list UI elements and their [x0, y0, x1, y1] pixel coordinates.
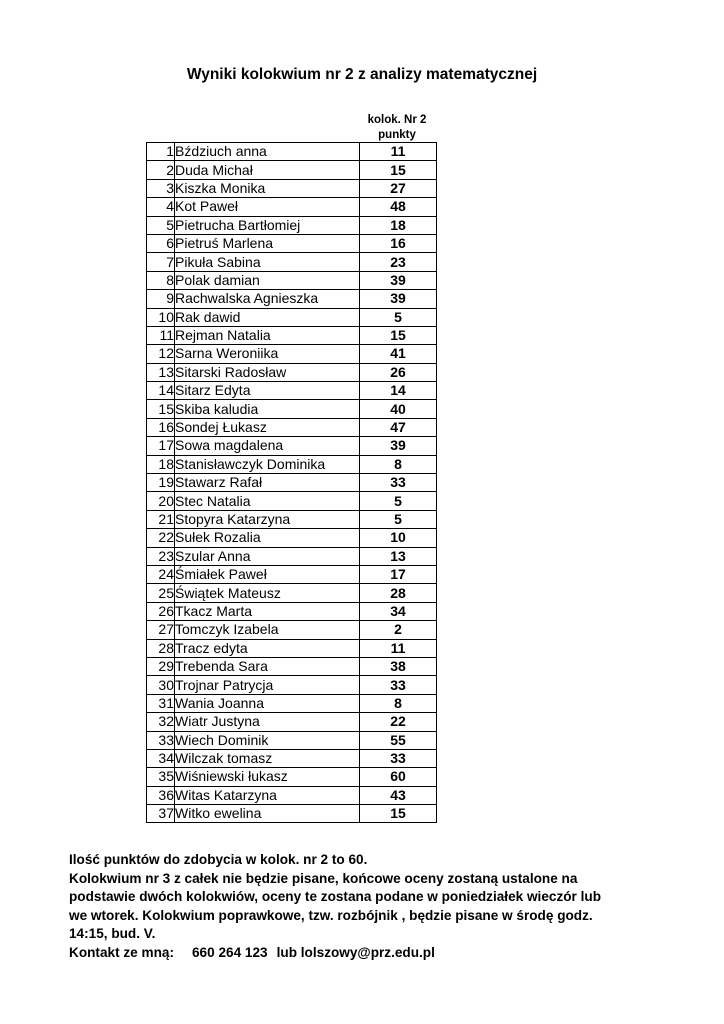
points-value: 38	[360, 657, 437, 675]
notes-line: podstawie dwóch kolokwiów, oceny te zostana podane w poniedziałek wieczór lub	[69, 889, 602, 904]
points-value: 47	[360, 418, 437, 436]
row-number: 18	[147, 455, 175, 473]
row-number: 8	[147, 271, 175, 289]
row-number: 15	[147, 400, 175, 418]
points-value: 33	[360, 474, 437, 492]
student-name: Wiatr Justyna	[175, 713, 360, 731]
table-row	[147, 657, 437, 675]
student-name: Sarna Weroniika	[175, 345, 360, 363]
student-name: Witas Katarzyna	[175, 786, 360, 804]
table-row	[147, 713, 437, 731]
student-name: Wiśniewski łukasz	[175, 768, 360, 786]
points-value: 16	[360, 234, 437, 252]
points-value: 55	[360, 731, 437, 749]
contact-line	[69, 944, 669, 963]
contact-email[interactable]: lolszowy@prz.edu.pl	[300, 944, 435, 960]
table-row	[147, 179, 437, 197]
row-number: 34	[147, 749, 175, 767]
student-name: Śmiałek Paweł	[175, 565, 360, 583]
row-number: 9	[147, 290, 175, 308]
table-row	[147, 437, 437, 455]
notes-line: we wtorek. Kolokwium poprawkowe, tzw. rozbójnik , będzie pisane w środę godz.	[69, 907, 593, 923]
row-number: 32	[147, 713, 175, 731]
student-name: Rejman Natalia	[175, 326, 360, 344]
table-row	[147, 565, 437, 583]
notes-line: Kolokwium nr 3 z całek nie będzie pisane, końcowe oceny zostaną ustalone na	[69, 870, 578, 886]
table-row	[147, 326, 437, 344]
table-row	[147, 253, 437, 271]
points-value: 39	[360, 437, 437, 455]
student-name: Wiech Dominik	[175, 731, 360, 749]
row-number: 17	[147, 437, 175, 455]
student-name: Duda Michał	[175, 161, 360, 179]
contact-or: lub	[276, 944, 297, 960]
table-row	[147, 639, 437, 657]
points-value: 23	[360, 253, 437, 271]
table-row	[147, 584, 437, 602]
points-value: 43	[360, 786, 437, 804]
table-row	[147, 234, 437, 252]
row-number: 2	[147, 161, 175, 179]
row-number: 4	[147, 198, 175, 216]
row-number: 16	[147, 418, 175, 436]
row-number: 5	[147, 216, 175, 234]
points-value: 15	[360, 161, 437, 179]
points-value: 5	[360, 308, 437, 326]
row-number: 36	[147, 786, 175, 804]
table-row	[147, 216, 437, 234]
table-row	[147, 676, 437, 694]
table-row	[147, 198, 437, 216]
table-row	[147, 602, 437, 620]
row-number: 31	[147, 694, 175, 712]
table-row	[147, 731, 437, 749]
row-number: 6	[147, 234, 175, 252]
student-name: Sułek Rozalia	[175, 529, 360, 547]
table-row	[147, 529, 437, 547]
student-name: Kot Paweł	[175, 198, 360, 216]
points-value: 2	[360, 621, 437, 639]
row-number: 28	[147, 639, 175, 657]
student-name: Trebenda Sara	[175, 657, 360, 675]
page-title: Wyniki kolokwium nr 2 z analizy matematycznej	[186, 66, 538, 83]
table-row	[147, 382, 437, 400]
row-number: 3	[147, 179, 175, 197]
points-value: 41	[360, 345, 437, 363]
table-row	[147, 805, 437, 823]
table-row	[147, 474, 437, 492]
student-name: Wilczak tomasz	[175, 749, 360, 767]
points-value: 26	[360, 363, 437, 381]
notes-line: 14:15, bud. V.	[69, 926, 156, 941]
student-name: Sitarski Radosław	[175, 363, 360, 381]
points-value: 10	[360, 529, 437, 547]
student-name: Pietrucha Bartłomiej	[175, 216, 360, 234]
row-number: 33	[147, 731, 175, 749]
table-row	[147, 143, 437, 161]
points-value: 48	[360, 198, 437, 216]
student-name: Bździuch anna	[175, 143, 360, 161]
table-row	[147, 492, 437, 510]
student-name: Wania Joanna	[175, 694, 360, 712]
points-value: 18	[360, 216, 437, 234]
table-row	[147, 768, 437, 786]
student-name: Szular Anna	[175, 547, 360, 565]
row-number: 11	[147, 326, 175, 344]
points-column-header-line1: kolok. Nr 2	[367, 114, 427, 126]
points-value: 15	[360, 805, 437, 823]
row-number: 29	[147, 657, 175, 675]
student-name: Sondej Łukasz	[175, 418, 360, 436]
student-name: Kiszka Monika	[175, 179, 360, 197]
table-row	[147, 547, 437, 565]
points-value: 8	[360, 694, 437, 712]
table-row	[147, 621, 437, 639]
student-name: Stopyra Katarzyna	[175, 510, 360, 528]
row-number: 37	[147, 805, 175, 823]
table-row	[147, 749, 437, 767]
table-row	[147, 290, 437, 308]
table-row	[147, 161, 437, 179]
row-number: 27	[147, 621, 175, 639]
notes-line: Ilość punktów do zdobycia w kolok. nr 2 to 60.	[69, 852, 368, 867]
student-name: Świątek Mateusz	[175, 584, 360, 602]
student-name: Tomczyk Izabela	[175, 621, 360, 639]
points-value: 40	[360, 400, 437, 418]
student-name: Stec Natalia	[175, 492, 360, 510]
notes-section	[69, 851, 669, 962]
points-value: 39	[360, 290, 437, 308]
points-value: 15	[360, 326, 437, 344]
points-value: 5	[360, 510, 437, 528]
points-value: 27	[360, 179, 437, 197]
row-number: 7	[147, 253, 175, 271]
student-name: Pikuła Sabina	[175, 253, 360, 271]
row-number: 26	[147, 602, 175, 620]
results-table	[146, 142, 437, 823]
points-value: 11	[360, 143, 437, 161]
row-number: 13	[147, 363, 175, 381]
row-number: 30	[147, 676, 175, 694]
row-number: 21	[147, 510, 175, 528]
student-name: Trojnar Patrycja	[175, 676, 360, 694]
points-value: 34	[360, 602, 437, 620]
table-row	[147, 345, 437, 363]
points-value: 17	[360, 565, 437, 583]
student-name: Witko ewelina	[175, 805, 360, 823]
table-row	[147, 308, 437, 326]
row-number: 10	[147, 308, 175, 326]
student-name: Skiba kaludia	[175, 400, 360, 418]
row-number: 20	[147, 492, 175, 510]
table-row	[147, 363, 437, 381]
row-number: 25	[147, 584, 175, 602]
row-number: 22	[147, 529, 175, 547]
row-number: 1	[147, 143, 175, 161]
points-value: 60	[360, 768, 437, 786]
points-value: 33	[360, 676, 437, 694]
points-column-header	[358, 113, 436, 143]
student-name: Sitarz Edyta	[175, 382, 360, 400]
row-number: 19	[147, 474, 175, 492]
table-row	[147, 418, 437, 436]
row-number: 23	[147, 547, 175, 565]
points-value: 11	[360, 639, 437, 657]
table-row	[147, 271, 437, 289]
points-value: 22	[360, 713, 437, 731]
table-row	[147, 400, 437, 418]
results-table-body	[147, 143, 437, 823]
student-name: Sowa magdalena	[175, 437, 360, 455]
row-number: 35	[147, 768, 175, 786]
student-name: Stanisławczyk Dominika	[175, 455, 360, 473]
row-number: 12	[147, 345, 175, 363]
points-value: 39	[360, 271, 437, 289]
table-row	[147, 455, 437, 473]
points-value: 13	[360, 547, 437, 565]
student-name: Stawarz Rafał	[175, 474, 360, 492]
table-row	[147, 786, 437, 804]
row-number: 24	[147, 565, 175, 583]
points-value: 8	[360, 455, 437, 473]
student-name: Tkacz Marta	[175, 602, 360, 620]
student-name: Rachwalska Agnieszka	[175, 290, 360, 308]
points-value: 5	[360, 492, 437, 510]
points-value: 14	[360, 382, 437, 400]
points-value: 33	[360, 749, 437, 767]
points-column-header-line2: punkty	[378, 129, 416, 141]
student-name: Pietruś Marlena	[175, 234, 360, 252]
table-row	[147, 510, 437, 528]
student-name: Tracz edyta	[175, 639, 360, 657]
student-name: Rak dawid	[175, 308, 360, 326]
points-value: 28	[360, 584, 437, 602]
student-name: Polak damian	[175, 271, 360, 289]
table-row	[147, 694, 437, 712]
contact-label: Kontakt ze mną:	[69, 944, 174, 960]
contact-phone: 660 264 123	[192, 944, 268, 960]
row-number: 14	[147, 382, 175, 400]
